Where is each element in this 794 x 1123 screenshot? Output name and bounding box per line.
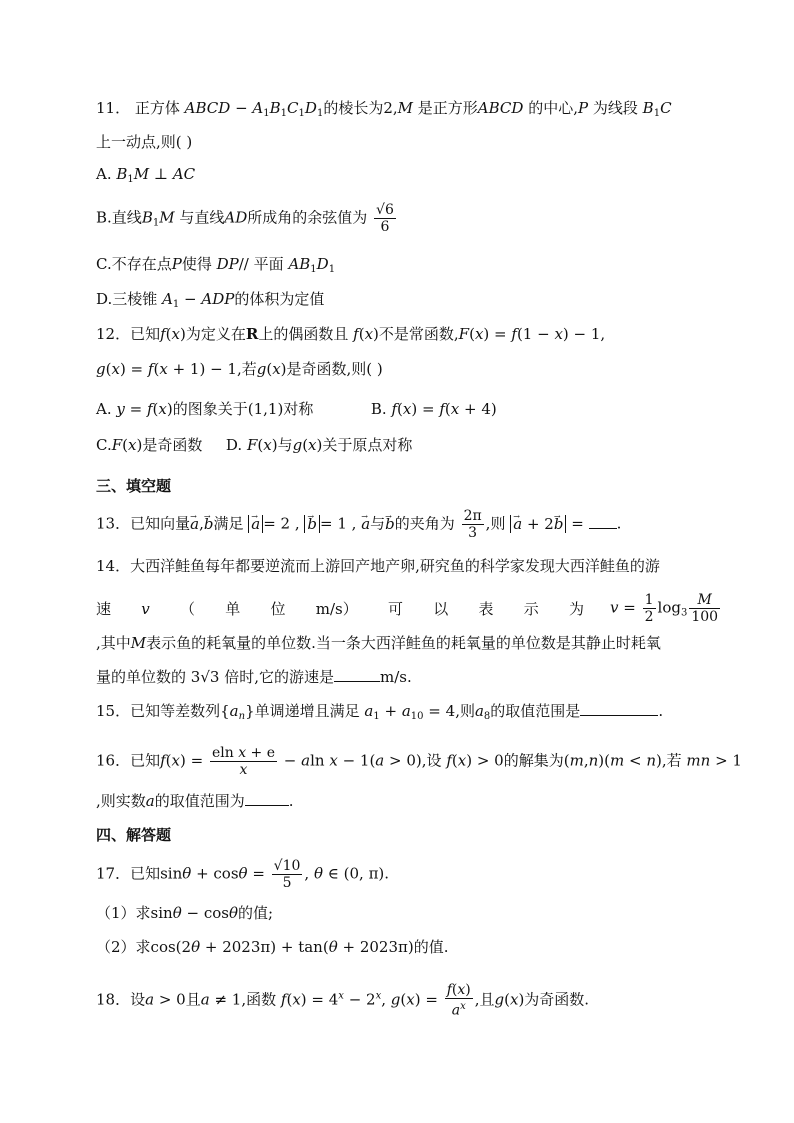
q14-line2: 速 v （ 单 位 m/s） 可 以 表 示 为 v = $\frac{1}{2}$ $\log_3$ $\frac{M}{100}$ (96, 592, 719, 625)
q16-line2: ,则实数a的取值范围为 . (96, 792, 294, 810)
q16-line1: 16．已知f(x) = $\frac{\text{eln x + e}}{x}$ − aln x − 1(a > 0),设 f(x) > 0的解集为(m,n)(m < n),若 mn > 1 (96, 745, 742, 778)
q11-option-b: B.直线$B_1M$ 与直线AD所成角的余弦值为 $\frac{√6}{6}$ (96, 202, 394, 235)
q11-number: 11． (96, 99, 131, 117)
section-answer: 四、解答题 (96, 826, 172, 844)
q12-stem: 12．已知f(x)为定义在R上的偶函数且 f(x)不是常函数,F(x) = f(1 − x) − 1, (96, 325, 606, 343)
q15: 15．已知等差数列$\{a_n\}$单调递增且满足 $a_1 + a_{10} = 4$,则$a_8$的取值范围是 . (96, 702, 664, 722)
q11-option-c: C.不存在点P使得 DP// 平面 $AB_1D_1$ (96, 255, 336, 275)
q11-stem: 11． 正方体 ABCD − $A_1B_1C_1D_1$的棱长为2,M 是正方形ABCD 的中心,P 为线段 $B_1C$ (96, 99, 672, 119)
q14-line1: 14．大西洋鲑鱼每年都要逆流而上游回产地产卵,研究鱼的科学家发现大西洋鲑鱼的游 (96, 557, 660, 575)
q12-options-cd: C.F(x)是奇函数 D. F(x)与g(x)关于原点对称 (96, 436, 413, 454)
q12-stem-line2: g(x) = f(x + 1) − 1,若g(x)是奇函数,则( ) (96, 360, 383, 378)
q14-line3: ,其中M表示鱼的耗氧量的单位数.当一条大西洋鲑鱼的耗氧量的单位数是其静止时耗氧 (96, 634, 661, 652)
q17-part1: （1）求sinθ − cosθ的值; (96, 904, 274, 922)
section-fill-in: 三、填空题 (96, 477, 172, 495)
q17-stem: 17．已知sinθ + cosθ = $\frac{√10}{5}$ , θ ∈ (0, π). (96, 858, 390, 891)
q11-stem-line2: 上一动点,则( ) (96, 133, 193, 151)
q11-option-a: A. $B_1M$ ⊥ AC (96, 165, 196, 185)
q12-options-ab: A. y = f(x)的图象关于(1,1)对称 B. f(x) = f(x + 4) (96, 400, 497, 418)
q17-part2: （2）求cos(2θ + 2023π) + tan(θ + 2023π)的值. (96, 938, 449, 956)
q14-line4: 量的单位数的 3√3 倍时,它的游速是 m/s. (96, 668, 412, 686)
q11-option-d: D.三棱锥 $A_1$ − ADP的体积为定值 (96, 290, 325, 310)
q18: 18．设a > 0且a ≠ 1,函数 $f(x) = 4^x - 2^x$, g(x) = $\frac{f(x)}{a^x}$ ,且g(x)为奇函数. (96, 982, 590, 1019)
q13: 13．已知向量→ a,→ b满足 → a = 2 , → b = 1 , → a与→ b的夹角为 $\frac{2\pi}{3}$ ,则 → a + 2→ b = . (96, 508, 621, 541)
